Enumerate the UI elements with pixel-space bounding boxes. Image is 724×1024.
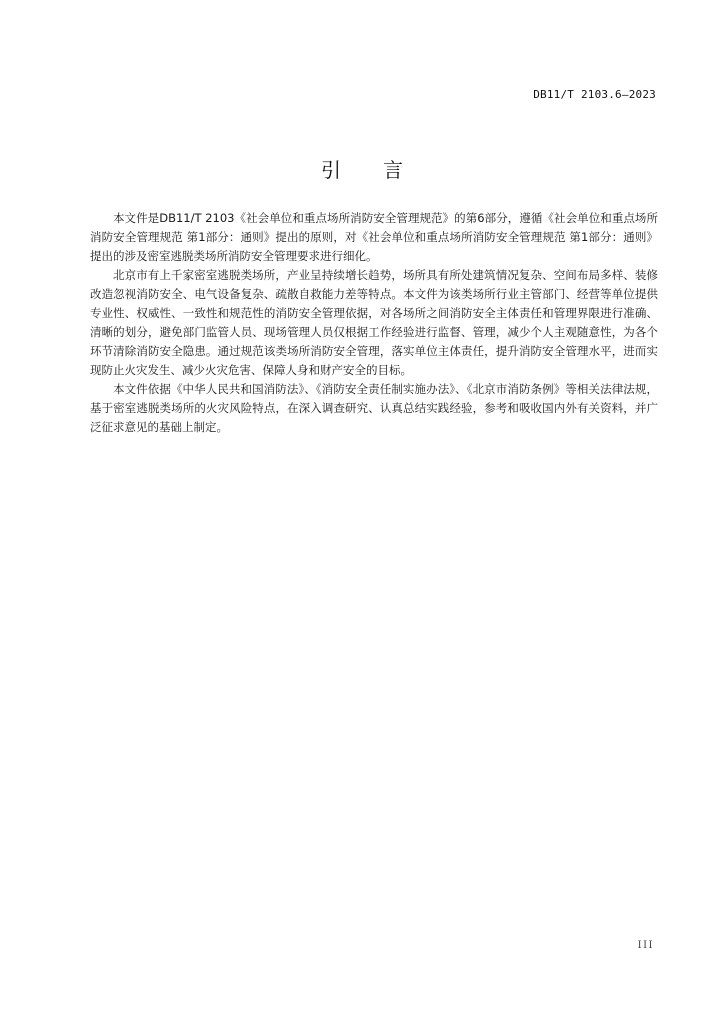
page-title: 引言 bbox=[321, 158, 445, 182]
page-number: III bbox=[637, 940, 654, 951]
paragraph-1: 本文件是DB11/T 2103《社会单位和重点场所消防安全管理规范》的第6部分，遵循《社会单位和重点场所消防安全管理规范 第1部分：通则》提出的原则，对《社会单位和重点场所消防安全管理规范 第1部分：通则》提出的涉及密室逃脱类场所消防安全管理要求进行细化。 bbox=[90, 211, 658, 263]
paragraph-3: 本文件依据《中华人民共和国消防法》、《消防安全责任制实施办法》、《北京市消防条例》等相关法律法规，基于密室逃脱类场所的火灾风险特点，在深入调查研究、认真总结实践经验，参考和吸收国内外有关资料，并广泛征求意见的基础上制定。 bbox=[90, 382, 658, 434]
document-code: DB11/T 2103.6—2023 bbox=[533, 88, 656, 101]
paragraph-2: 北京市有上千家密室逃脱类场所，产业呈持续增长趋势，场所具有所处建筑情况复杂、空间布局多样、装修改造忽视消防安全、电气设备复杂、疏散自救能力差等特点。本文件为该类场所行业主管部门、经营等单位提供专业性、权威性、一致性和规范性的消防安全管理依据，对各场所之间消防安全主体责任和管理界限进行准确、清晰的划分，避免部门监管人员、现场管理人员仅根据工作经验进行监督、管理，减少个人主观随意性，为各个环节清除消防安全隐患。通过规范该类场所消防安全管理，落实单位主体责任，提升消防安全管理水平，进而实现防止火灾发生、减少火灾危害、保障人身和财产安全的目标。 bbox=[90, 268, 658, 377]
introduction-body bbox=[90, 209, 658, 437]
